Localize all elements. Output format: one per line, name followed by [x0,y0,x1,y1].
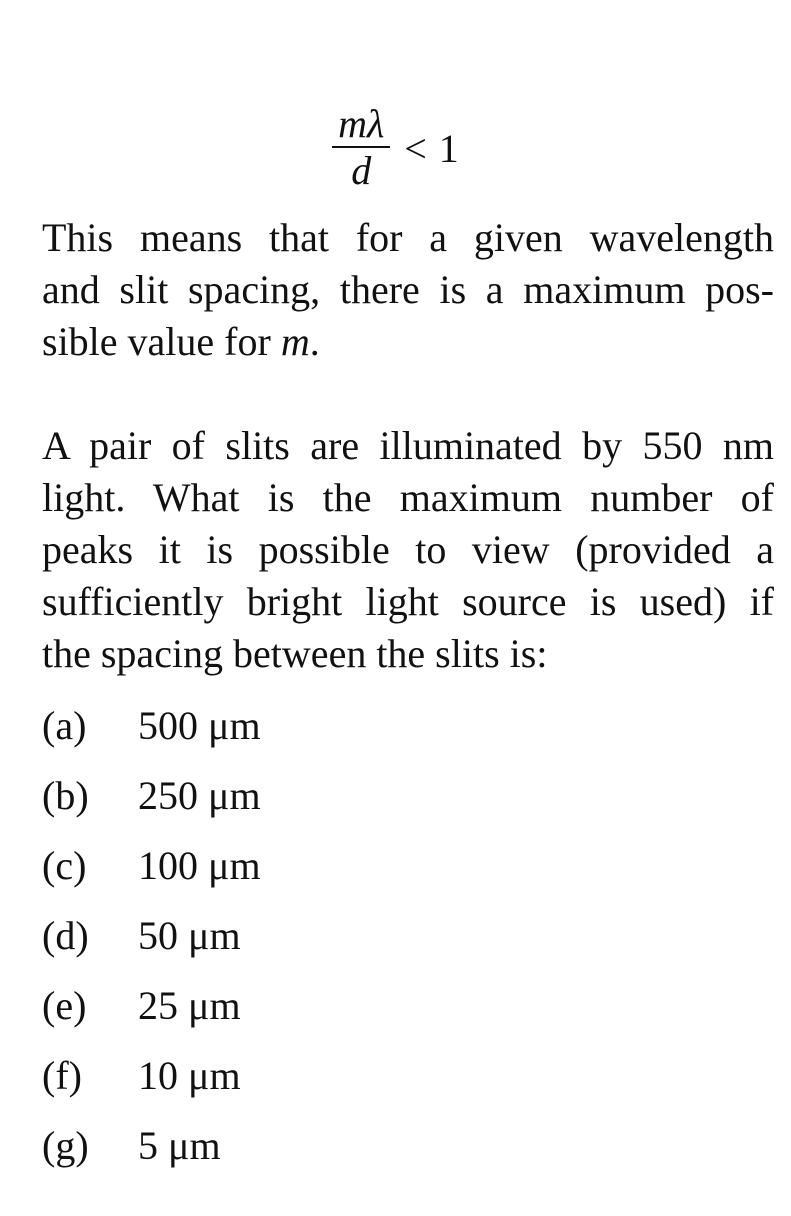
option-value: 250 μm [138,773,261,818]
list-item [42,698,261,768]
paragraph-line [42,316,774,368]
paragraph-line: and slit spacing, there is a maximum pos- [42,267,774,312]
less-than-sign: < [404,125,427,171]
option-label: (d) [42,913,89,958]
option-label: (a) [42,703,87,748]
paragraph-line-text: sible value for [42,319,281,364]
question-line: A pair of slits are illuminated by 550 nm [42,423,774,468]
equation [0,102,791,194]
option-value: 10 μm [138,1053,241,1098]
option-label: (e) [42,983,87,1028]
equation-rhs: 1 [438,125,459,171]
option-label: (f) [42,1053,82,1098]
question-line: sufficiently bright light source is used) if [42,579,774,624]
option-value: 25 μm [138,983,241,1028]
option-label: (g) [42,1123,89,1168]
paragraph-line: This means that for a given wavelength [42,215,774,260]
fraction [332,102,390,194]
list-item [42,768,261,838]
question-line: light. What is the maximum number of [42,475,774,520]
option-label: (b) [42,773,89,818]
answer-options-list [42,698,261,1188]
option-value: 500 μm [138,703,261,748]
fraction-numerator: mλ [338,101,385,146]
sentence-end: . [309,319,320,364]
question-line: the spacing between the slits is: [42,631,548,676]
variable-m: m [280,319,310,364]
paragraph-max-m [42,212,774,368]
list-item [42,1048,261,1118]
list-item [42,978,261,1048]
option-value: 50 μm [138,913,241,958]
option-value: 100 μm [138,843,261,888]
list-item [42,1118,261,1188]
question-line: peaks it is possible to view (provided a [42,527,774,572]
question-paragraph [42,420,774,680]
list-item [42,838,261,908]
fraction-denominator: d [351,148,372,193]
option-value: 5 μm [138,1123,221,1168]
option-label: (c) [42,843,87,888]
list-item [42,908,261,978]
